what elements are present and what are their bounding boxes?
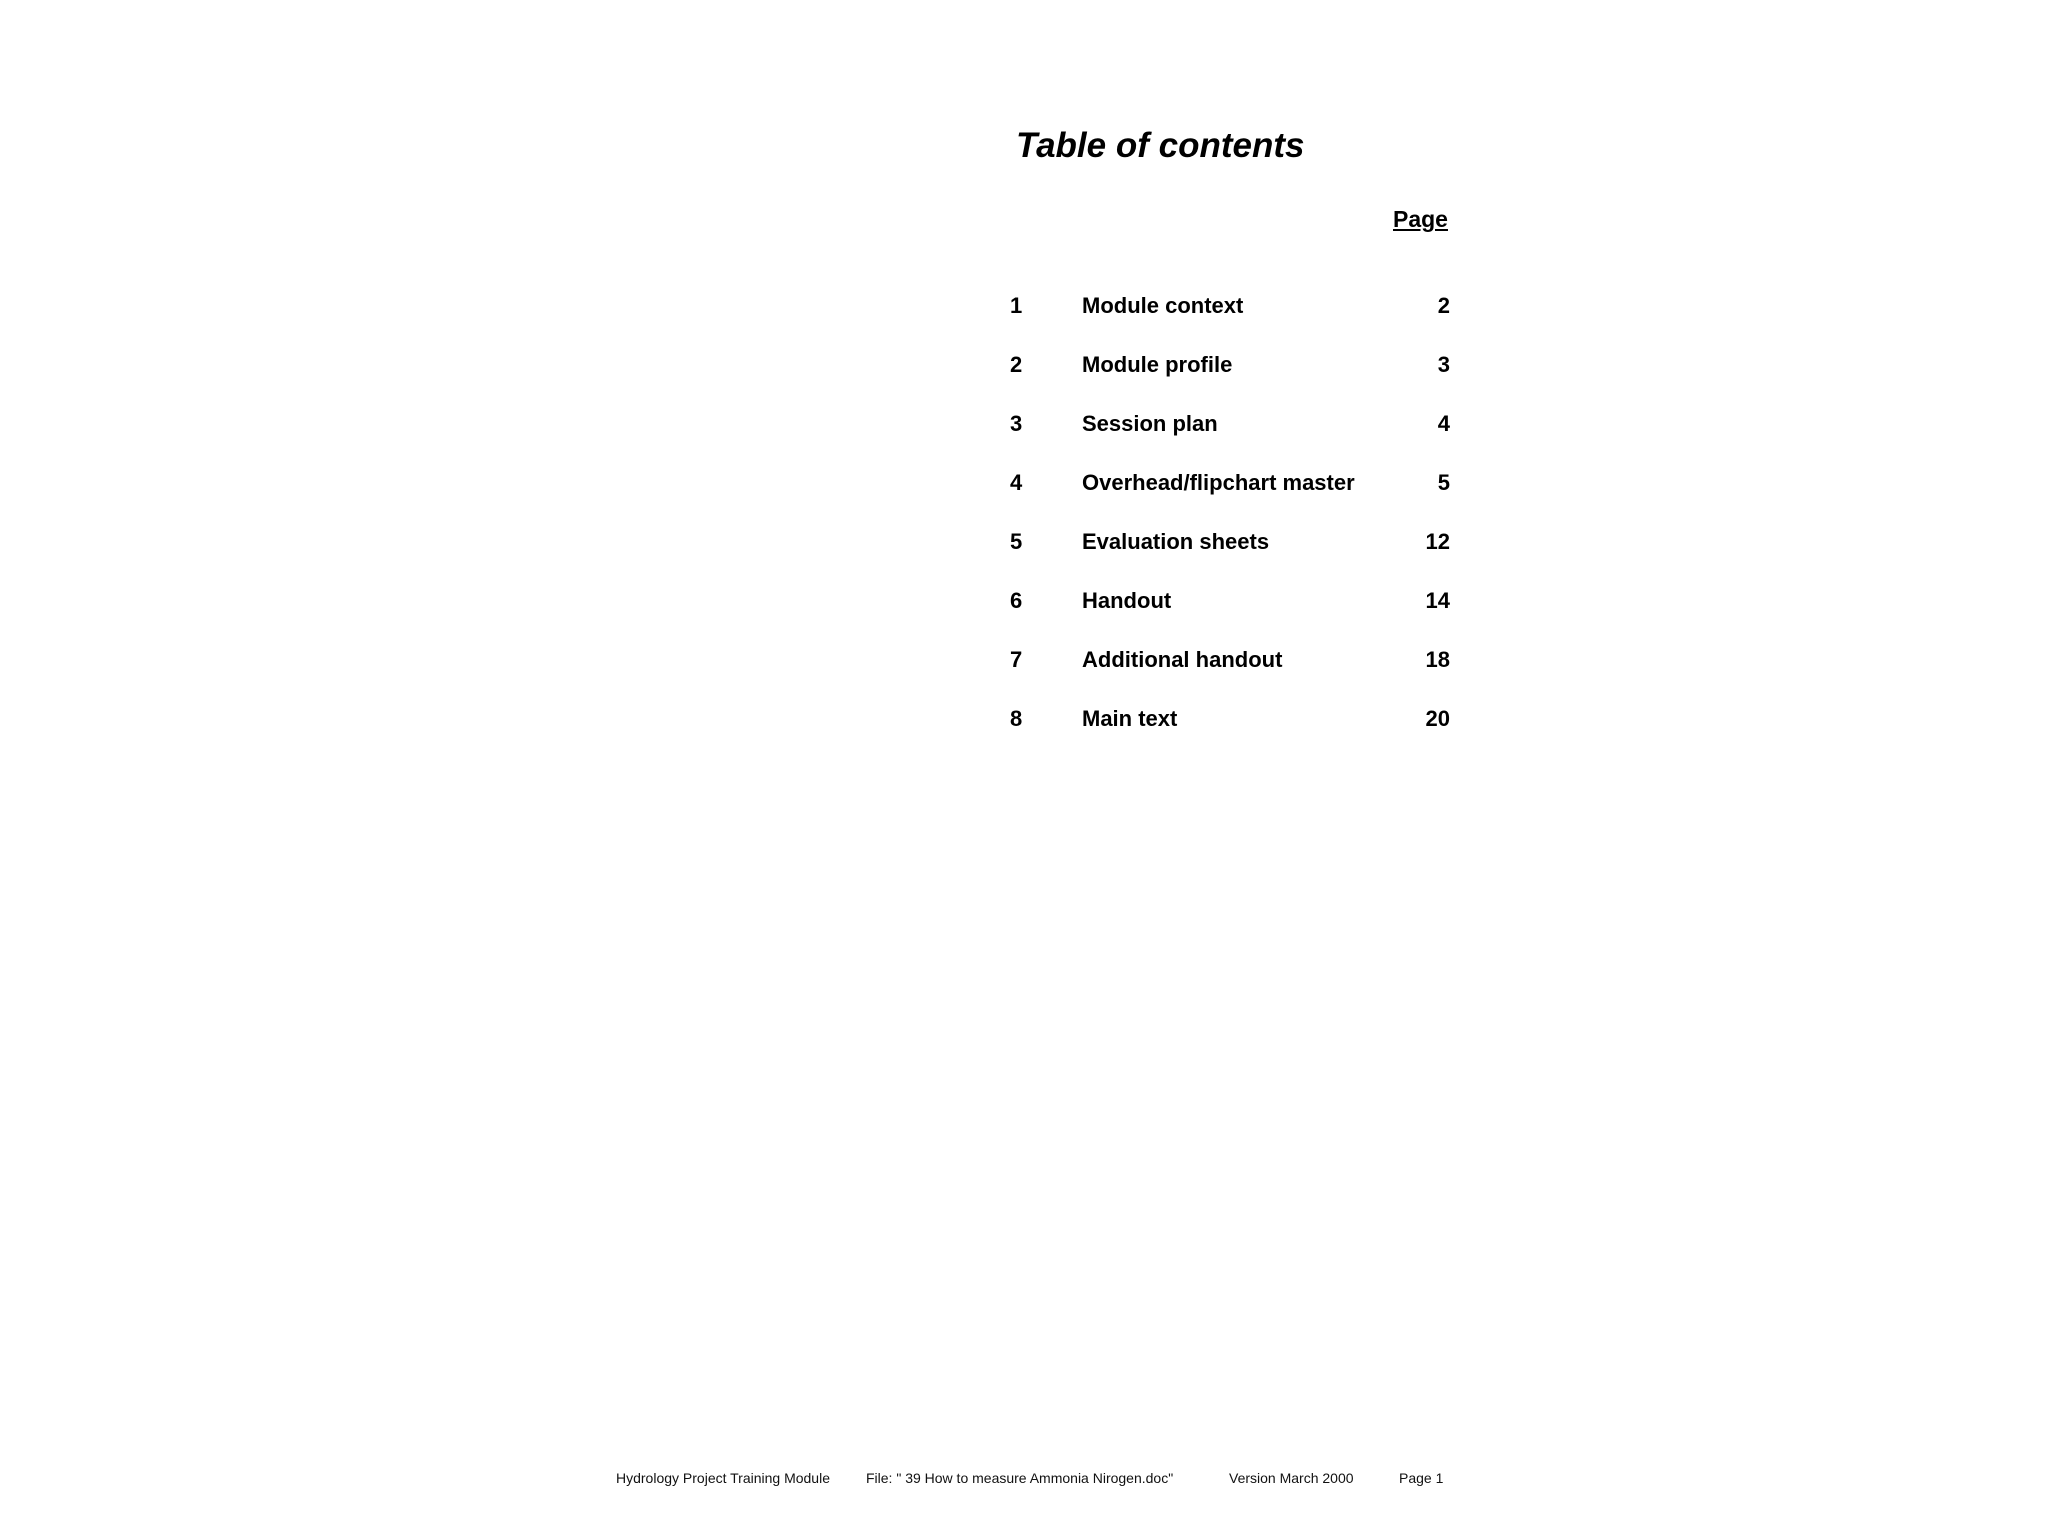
toc-entry[interactable]: [1010, 287, 1450, 346]
toc-entry-label: Session plan: [1082, 411, 1218, 436]
toc-entry-label: Additional handout: [1082, 647, 1283, 672]
toc-entry[interactable]: [1010, 405, 1450, 464]
toc-entry[interactable]: [1010, 464, 1450, 523]
toc-entry-page: 14: [1425, 588, 1450, 613]
toc-entry-page: 12: [1425, 529, 1450, 554]
toc-entry[interactable]: [1010, 346, 1450, 405]
page-title: Table of contents: [1016, 126, 1305, 165]
toc-entry-label: Overhead/flipchart master: [1082, 470, 1355, 495]
toc-entry-page: 20: [1425, 706, 1450, 731]
toc-list: [1010, 287, 1450, 759]
toc-entry-label: Main text: [1082, 706, 1178, 731]
toc-entry-page: 2: [1437, 293, 1450, 318]
toc-entry-page: 4: [1437, 411, 1450, 436]
toc-entry[interactable]: [1010, 641, 1450, 700]
toc-entry-page: 5: [1437, 470, 1450, 495]
toc-entry-label: Evaluation sheets: [1082, 529, 1270, 554]
toc-entry-label: Module context: [1082, 293, 1244, 318]
footer-page-number: Page 1: [1399, 1470, 1444, 1486]
footer-module-name: Hydrology Project Training Module: [616, 1470, 830, 1486]
toc-entry[interactable]: [1010, 700, 1450, 759]
toc-entry-label: Module profile: [1082, 352, 1233, 377]
toc-entry-number: 4: [1010, 470, 1023, 495]
toc-entry-number: 6: [1010, 588, 1023, 613]
toc-entry[interactable]: [1010, 582, 1450, 641]
toc-entry-page: 3: [1437, 352, 1450, 377]
footer-version: Version March 2000: [1229, 1470, 1354, 1486]
page-column-header: Page: [1393, 206, 1448, 232]
footer-file-name: File: " 39 How to measure Ammonia Nirogen.doc": [866, 1470, 1174, 1486]
toc-entry-number: 8: [1010, 706, 1023, 731]
toc-entry-number: 5: [1010, 529, 1023, 554]
toc-entry-number: 3: [1010, 411, 1023, 436]
toc-entry-page: 18: [1425, 647, 1450, 672]
toc-entry-number: 7: [1010, 647, 1023, 672]
toc-entry-label: Handout: [1082, 588, 1172, 613]
toc-entry-number: 2: [1010, 352, 1023, 377]
toc-entry-number: 1: [1010, 293, 1023, 318]
toc-entry[interactable]: [1010, 523, 1450, 582]
